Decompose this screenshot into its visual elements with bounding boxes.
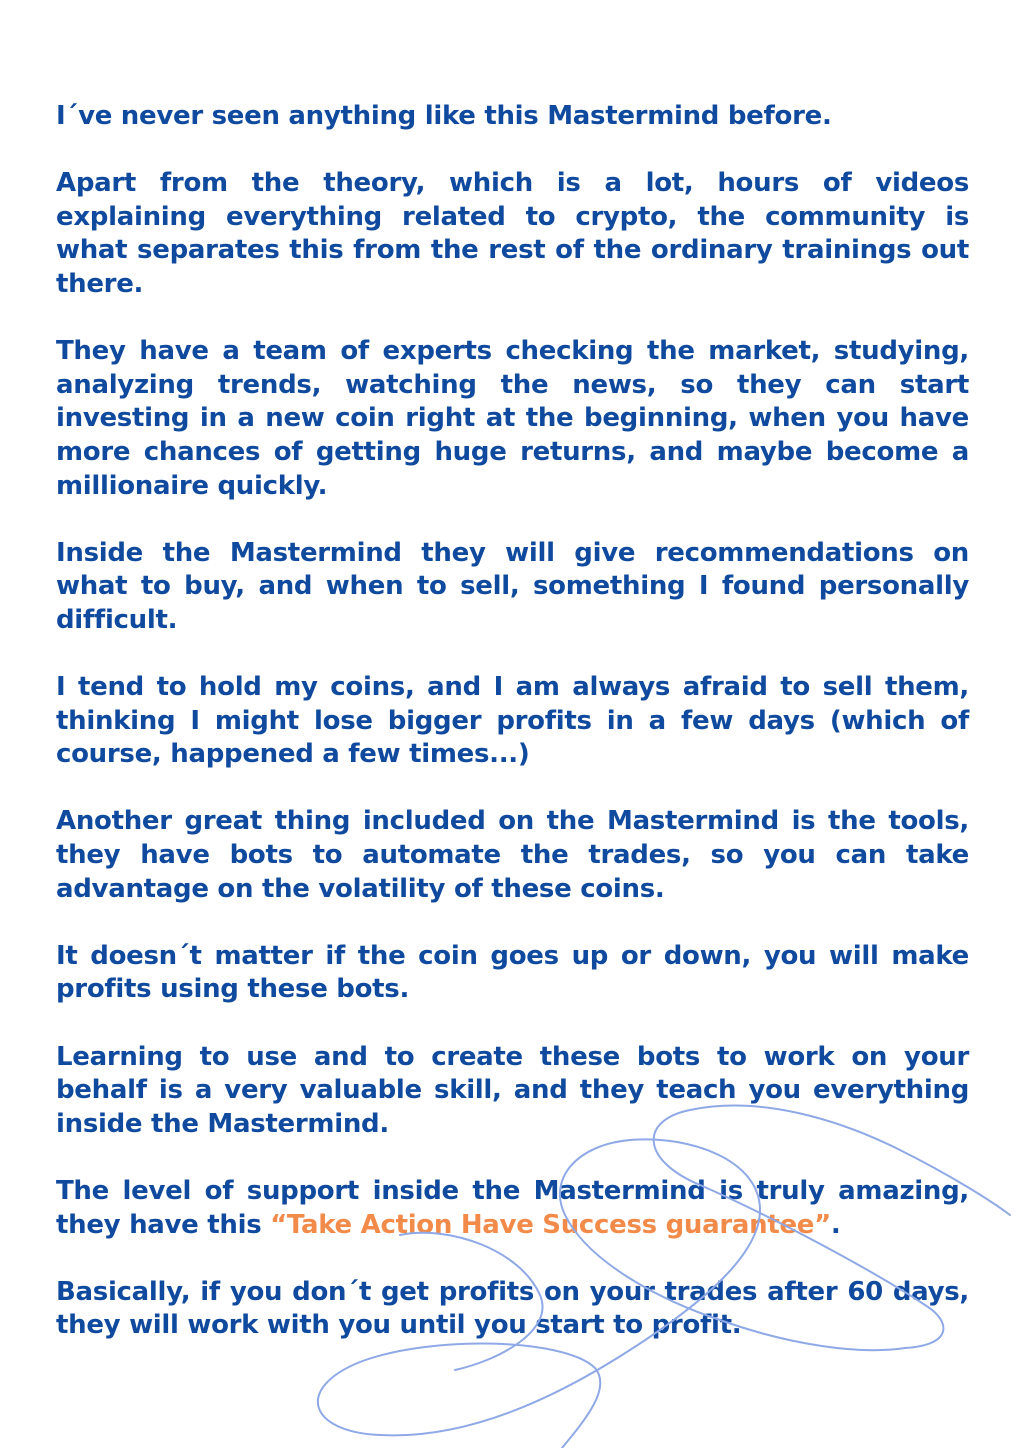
paragraph-tools: Another great thing included on the Mastermind is the tools, they have bots to automate the trades, so you can take advantage on the volatility of these coins. — [56, 806, 969, 904]
paragraph-closing: Basically, if you don´t get profits on your trades after 60 days, they will work with you until you start to profit. — [56, 1276, 969, 1341]
testimonial-body — [56, 100, 969, 1377]
paragraph-hold-coins: I tend to hold my coins, and I am always afraid to sell them, thinking I might lose bigger profits in a few days (which of course, happened a few times...) — [56, 672, 969, 770]
guarantee-highlight: “Take Action Have Success guarantee” — [270, 1209, 831, 1240]
paragraph-intro: I´ve never seen anything like this Mastermind before. — [56, 101, 832, 131]
paragraph-theory: Apart from the theory, which is a lot, hours of videos explaining everything related to crypto, the community is what separates this from the rest of the ordinary trainings out there. — [56, 168, 969, 299]
paragraph-recommendations: Inside the Mastermind they will give recommendations on what to buy, and when to sell, something I found personally difficult. — [56, 537, 969, 635]
support-text: The level of support inside the Mastermind is truly amazing, they have this — [56, 1176, 969, 1240]
paragraph-experts: They have a team of experts checking the market, studying, analyzing trends, watching the news, so they can start investing in a new coin right at the beginning, when you have more chances of getting huge returns, and maybe become a millionaire quickly. — [56, 336, 969, 501]
paragraph-support — [56, 1175, 969, 1242]
paragraph-learning: Learning to use and to create these bots to work on your behalf is a very valuable skill, and they teach you everything inside the Mastermind. — [56, 1041, 969, 1139]
support-end: . — [830, 1209, 841, 1240]
paragraph-bots-profit: It doesn´t matter if the coin goes up or down, you will make profits using these bots. — [56, 940, 969, 1005]
